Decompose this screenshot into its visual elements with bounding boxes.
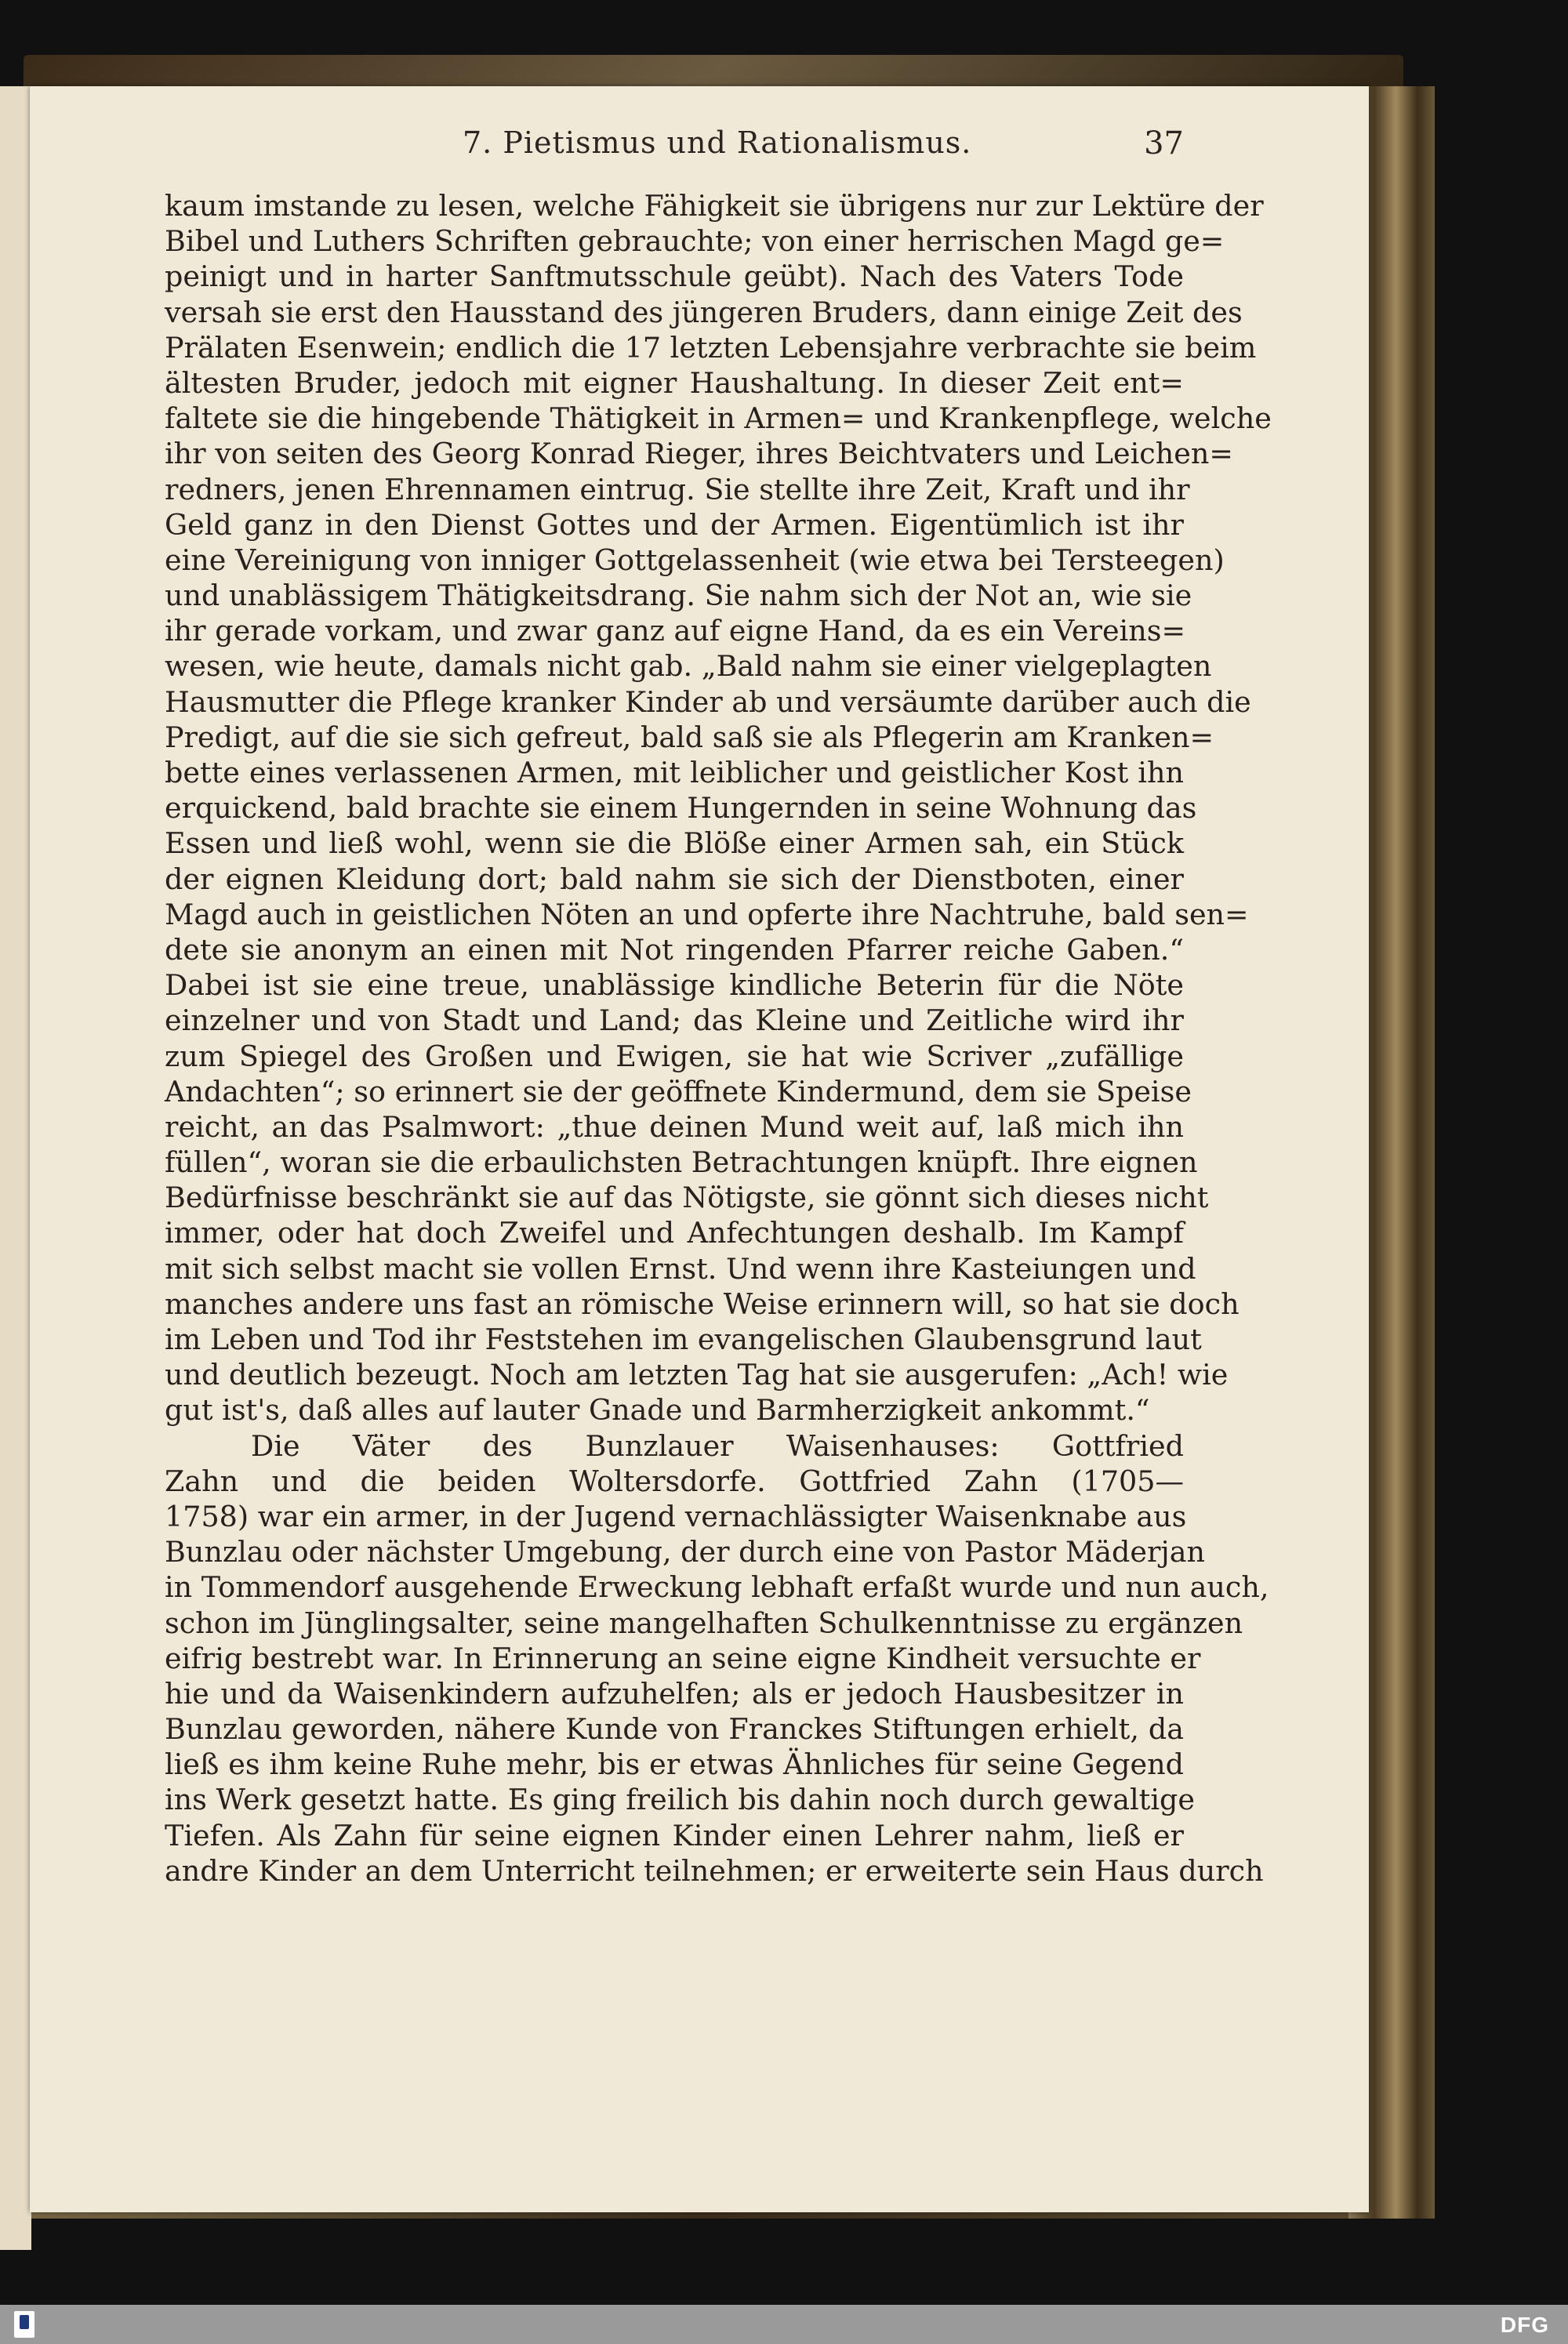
text-line: bette eines verlassenen Armen, mit leiblicher und geistlicher Kost ihn — [165, 756, 1184, 789]
text-line: mit sich selbst macht sie vollen Ernst. Und wenn ihre Kasteiungen und — [165, 1251, 1196, 1286]
text-line: Tiefen. Als Zahn für seine eignen Kinder einen Lehrer nahm, ließ er — [165, 1818, 1184, 1852]
text-line: erquickend, bald brachte sie einem Hungernden in seine Wohnung das — [165, 791, 1197, 825]
viewer-footer-bar — [0, 2305, 1568, 2344]
text-line: kaum imstande zu lesen, welche Fähigkeit sie übrigens nur zur Lektüre der — [165, 189, 1264, 223]
text-line: peinigt und in harter Sanftmutsschule geübt). Nach des Vaters Tode — [165, 259, 1184, 294]
text-line: dete sie anonym an einen mit Not ringenden Pfarrer reiche Gaben.“ — [165, 932, 1184, 967]
text-line: gut ist's, daß alles auf lauter Gnade und Barmherzigkeit ankommt.“ — [165, 1393, 1150, 1428]
library-logo-icon — [14, 2311, 34, 2338]
text-line: Bibel und Luthers Schriften gebrauchte; von einer herrischen Magd ge= — [165, 224, 1225, 259]
body-text — [165, 188, 1272, 1889]
facing-page-edge — [0, 86, 31, 2250]
text-line: immer, oder hat doch Zweifel und Anfechtungen deshalb. Im Kampf — [165, 1216, 1184, 1250]
text-line: füllen“, woran sie die erbaulichsten Betrachtungen knüpft. Ihre eignen — [165, 1145, 1198, 1180]
text-line: ins Werk gesetzt hatte. Es ging freilich bis dahin noch durch gewaltige — [165, 1783, 1195, 1817]
text-line: ältesten Bruder, jedoch mit eigner Haushaltung. In dieser Zeit ent= — [165, 365, 1184, 400]
text-line: reicht, an das Psalmwort: „thue deinen Mund weit auf, laß mich ihn — [165, 1109, 1184, 1144]
text-line: schon im Jünglingsalter, seine mangelhaften Schulkenntnisse zu ergänzen — [165, 1606, 1243, 1640]
text-line: ihr von seiten des Georg Konrad Rieger, ihres Beichtvaters und Leichen= — [165, 437, 1233, 471]
text-line: ihr gerade vorkam, und zwar ganz auf eigne Hand, da es ein Vereins= — [165, 614, 1186, 648]
text-line: versah sie erst den Hausstand des jüngeren Bruders, dann einige Zeit des — [165, 295, 1243, 329]
text-line: manches andere uns fast an römische Weise erinnern will, so hat sie doch — [165, 1286, 1240, 1321]
text-line: andre Kinder an dem Unterricht teilnehmen; er erweiterte sein Haus durch — [165, 1853, 1264, 1888]
text-line: Bunzlau oder nächster Umgebung, der durch eine von Pastor Mäderjan — [165, 1535, 1205, 1569]
text-line: wesen, wie heute, damals nicht gab. „Bald nahm sie einer vielgeplagten — [165, 649, 1212, 684]
dfg-logo: DFG — [1500, 2313, 1549, 2337]
text-line: Predigt, auf die sie sich gefreut, bald saß sie als Pflegerin am Kranken= — [165, 720, 1214, 754]
text-line: Hausmutter die Pflege kranker Kinder ab und versäumte darüber auch die — [165, 684, 1251, 719]
text-line: faltete sie die hingebende Thätigkeit in Armen= und Krankenpflege, welche — [165, 401, 1272, 436]
text-line: Bunzlau geworden, nähere Kunde von Franckes Stiftungen erhielt, da — [165, 1712, 1184, 1747]
text-line: eine Vereinigung von inniger Gottgelassenheit (wie etwa bei Tersteegen) — [165, 542, 1225, 577]
text-line: Magd auch in geistlichen Nöten an und opferte ihre Nachtruhe, bald sen= — [165, 897, 1249, 931]
text-line: Andachten“; so erinnert sie der geöffnete Kindermund, dem sie Speise — [165, 1074, 1192, 1109]
text-line: 1758) war ein armer, in der Jugend vernachlässigter Waisenknabe aus — [165, 1499, 1187, 1533]
text-line: Geld ganz in den Dienst Gottes und der Armen. Eigentümlich ist ihr — [165, 507, 1184, 542]
text-line: und deutlich bezeugt. Noch am letzten Tag hat sie ausgerufen: „Ach! wie — [165, 1358, 1229, 1392]
text-line: Zahn und die beiden Woltersdorfe. Gottfried Zahn (1705— — [165, 1464, 1184, 1498]
text-line: redners, jenen Ehrennamen eintrug. Sie stellte ihre Zeit, Kraft und ihr — [165, 472, 1190, 506]
text-line: hie und da Waisenkindern aufzuhelfen; als er jedoch Hausbesitzer in — [165, 1676, 1184, 1711]
running-header — [165, 125, 1184, 172]
text-line: Bedürfnisse beschränkt sie auf das Nötigste, sie gönnt sich dieses nicht — [165, 1181, 1209, 1215]
text-line: Prälaten Esenwein; endlich die 17 letzten Lebensjahre verbrachte sie beim — [165, 330, 1257, 365]
text-line: in Tommendorf ausgehende Erweckung lebhaft erfaßt wurde und nun auch, — [165, 1570, 1269, 1605]
text-line: zum Spiegel des Großen und Ewigen, sie hat wie Scriver „zufällige — [165, 1039, 1184, 1073]
text-line: im Leben und Tod ihr Feststehen im evangelischen Glaubensgrund laut — [165, 1323, 1202, 1356]
text-line: einzelner und von Stadt und Land; das Kleine und Zeitliche wird ihr — [165, 1003, 1184, 1038]
section-heading-line: Die Väter des Bunzlauer Waisenhauses: Gottfried — [251, 1428, 1184, 1463]
page-number: 37 — [1144, 125, 1184, 161]
text-line: eifrig bestrebt war. In Erinnerung an seine eigne Kindheit versuchte er — [165, 1641, 1201, 1675]
text-line: Dabei ist sie eine treue, unablässige kindliche Beterin für die Nöte — [165, 968, 1184, 1003]
text-line: und unablässigem Thätigkeitsdrang. Sie nahm sich der Not an, wie sie — [165, 579, 1192, 613]
text-line: ließ es ihm keine Ruhe mehr, bis er etwas Ähnliches für seine Gegend — [165, 1747, 1184, 1782]
header-title: 7. Pietismus und Rationalismus. — [463, 125, 972, 160]
text-line: der eignen Kleidung dort; bald nahm sie sich der Dienstboten, einer — [165, 862, 1184, 896]
text-line: Essen und ließ wohl, wenn sie die Blöße einer Armen sah, ein Stück — [165, 826, 1184, 861]
